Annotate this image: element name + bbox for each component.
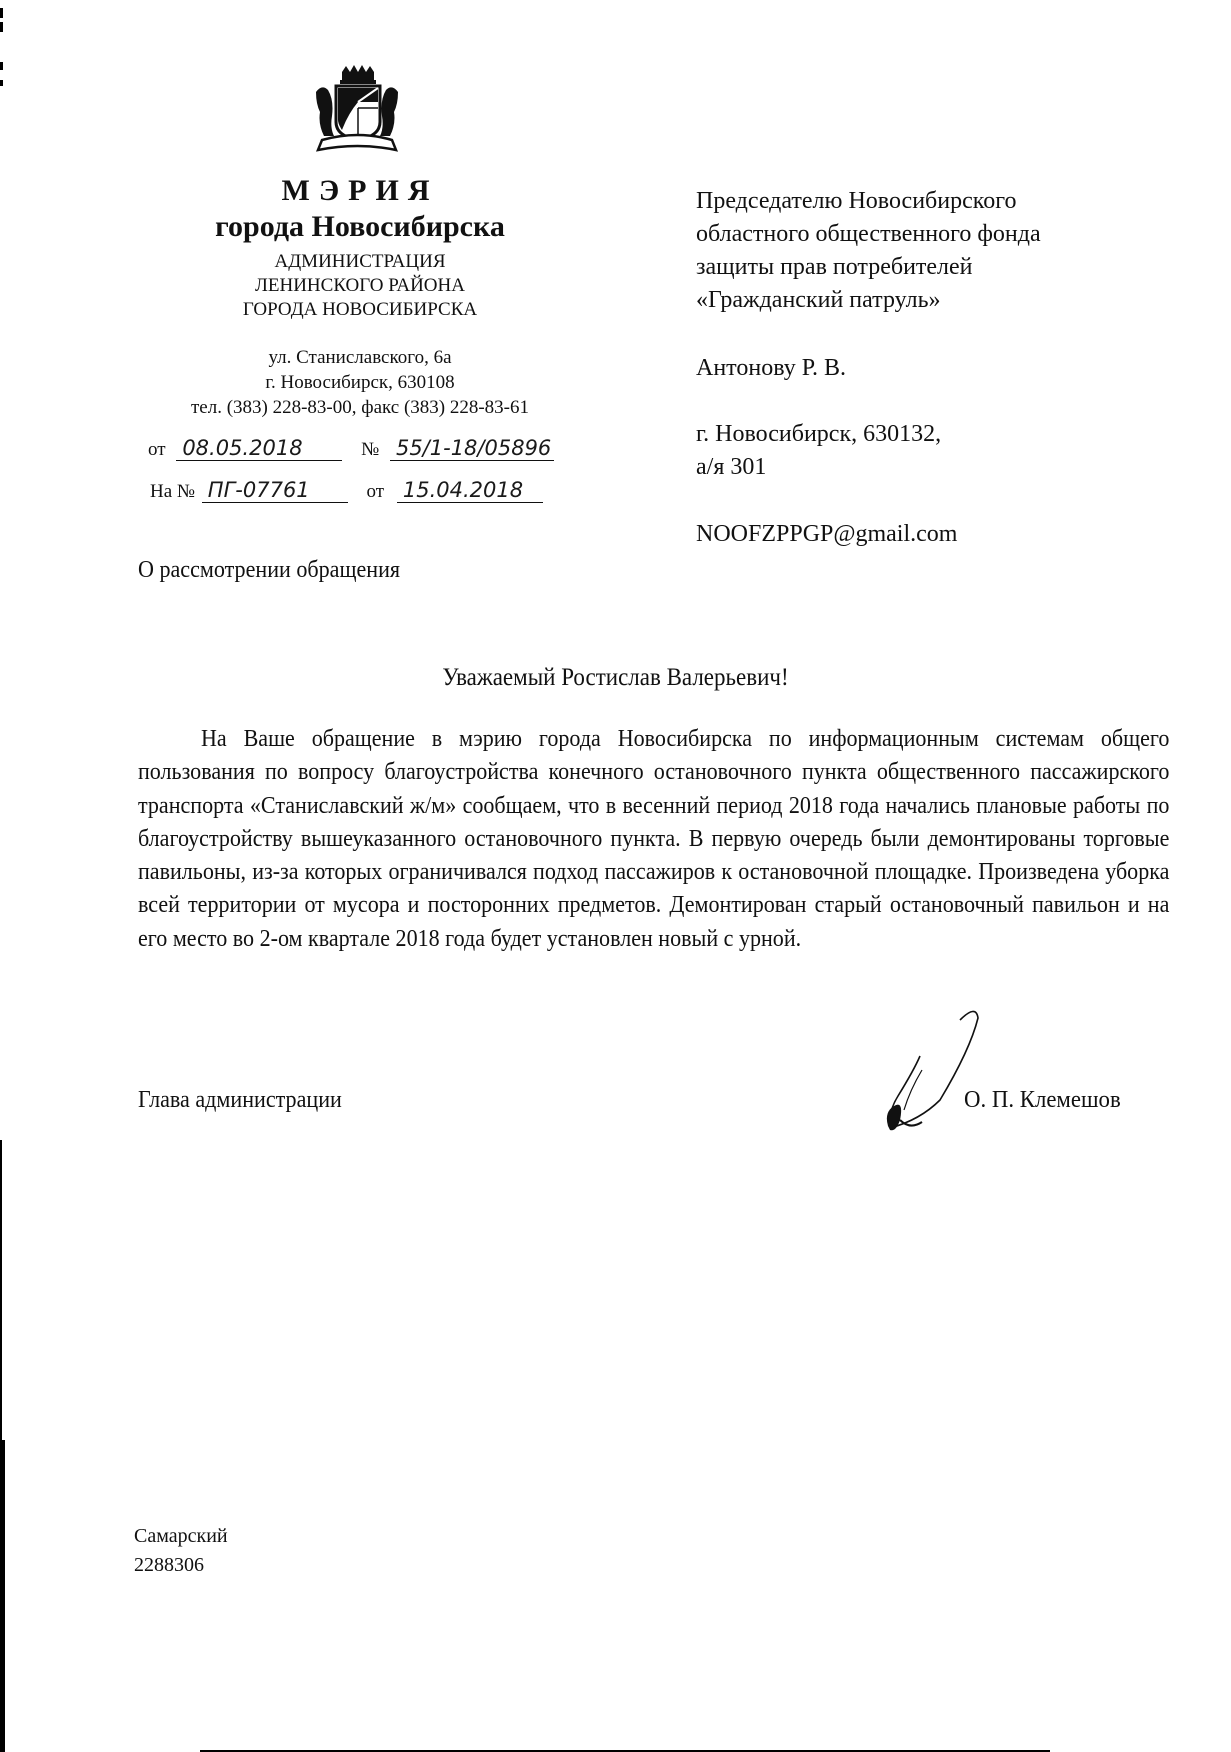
- scan-edge-mark: [0, 80, 3, 86]
- outgoing-number-value: 55/1-18/05896: [390, 436, 554, 461]
- recipient-address-line-2: а/я 301: [696, 454, 767, 480]
- letter-greeting: Уважаемый Ростислав Валерьевич!: [442, 664, 789, 691]
- outgoing-number-label: №: [361, 439, 380, 460]
- handwritten-signature-icon: [860, 1000, 1010, 1140]
- outgoing-date-value: 08.05.2018: [176, 436, 342, 461]
- address-phone: тел. (383) 228-83-00, факс (383) 228-83-61: [190, 397, 530, 418]
- administration-line-1: АДМИНИСТРАЦИЯ: [274, 251, 446, 272]
- scan-edge-mark: [0, 8, 3, 18]
- recipient-line-2: областного общественного фонда: [696, 221, 1041, 247]
- recipient-address-line-1: г. Новосибирск, 630132,: [696, 421, 942, 447]
- address-street: ул. Станиславского, 6а: [268, 347, 452, 368]
- scan-edge-mark: [0, 22, 3, 32]
- executor-phone: 2288306: [134, 1554, 204, 1576]
- recipient-name: Антонову Р. В.: [696, 355, 847, 381]
- recipient-line-4: «Гражданский патруль»: [696, 287, 941, 313]
- reply-to-value: ПГ-07761: [202, 478, 348, 503]
- scan-edge-mark: [0, 62, 3, 70]
- recipient-email: NOOFZPPGP@gmail.com: [696, 521, 958, 547]
- scan-edge-mark: [0, 1140, 2, 1440]
- incoming-ref-row: [150, 478, 543, 503]
- coat-of-arms-icon: [312, 64, 402, 156]
- signatory-position: Глава администрации: [138, 1087, 342, 1113]
- letter-subject: О рассмотрении обращения: [138, 557, 401, 583]
- letter-body-paragraph: На Ваше обращение в мэрию города Новосибирска по информационным системам общего пользования по вопросу благоустройства конечного остановочного пункта общественного пассажирского транспорта «Станиславский ж/м» сообщаем, что в весенний период 2018 года начались плановые работы по благоустройству вышеуказанного остановочного пункта. В первую очередь были демонтированы торговые павильоны, из-за которых ограничивался подход пассажиров к остановочной площадке. Произведена уборка всей территории от мусора и посторонних предметов. Демонтирован старый остановочный павильон и на его место во 2-ом квартале 2018 года будет установлен новый с урной.: [138, 725, 1170, 952]
- signatory-name: О. П. Клемешов: [964, 1087, 1121, 1113]
- outgoing-date-label: от: [148, 439, 166, 460]
- reply-to-label: На №: [150, 481, 196, 502]
- recipient-line-3: защиты прав потребителей: [696, 254, 973, 280]
- scan-edge-mark: [0, 1440, 5, 1752]
- outgoing-date-row: [148, 436, 554, 461]
- reply-date-value: 15.04.2018: [397, 478, 543, 503]
- org-title: МЭРИЯ: [281, 174, 439, 207]
- executor-name: Самарский: [134, 1525, 228, 1547]
- administration-line-2: ЛЕНИНСКОГО РАЙОНА: [255, 275, 465, 296]
- reply-date-label: от: [366, 481, 385, 502]
- address-city: г. Новосибирск, 630108: [265, 372, 455, 393]
- org-city: города Новосибирска: [215, 210, 505, 243]
- administration-line-3: ГОРОДА НОВОСИБИРСКА: [242, 299, 478, 320]
- recipient-line-1: Председателю Новосибирского: [696, 188, 1017, 214]
